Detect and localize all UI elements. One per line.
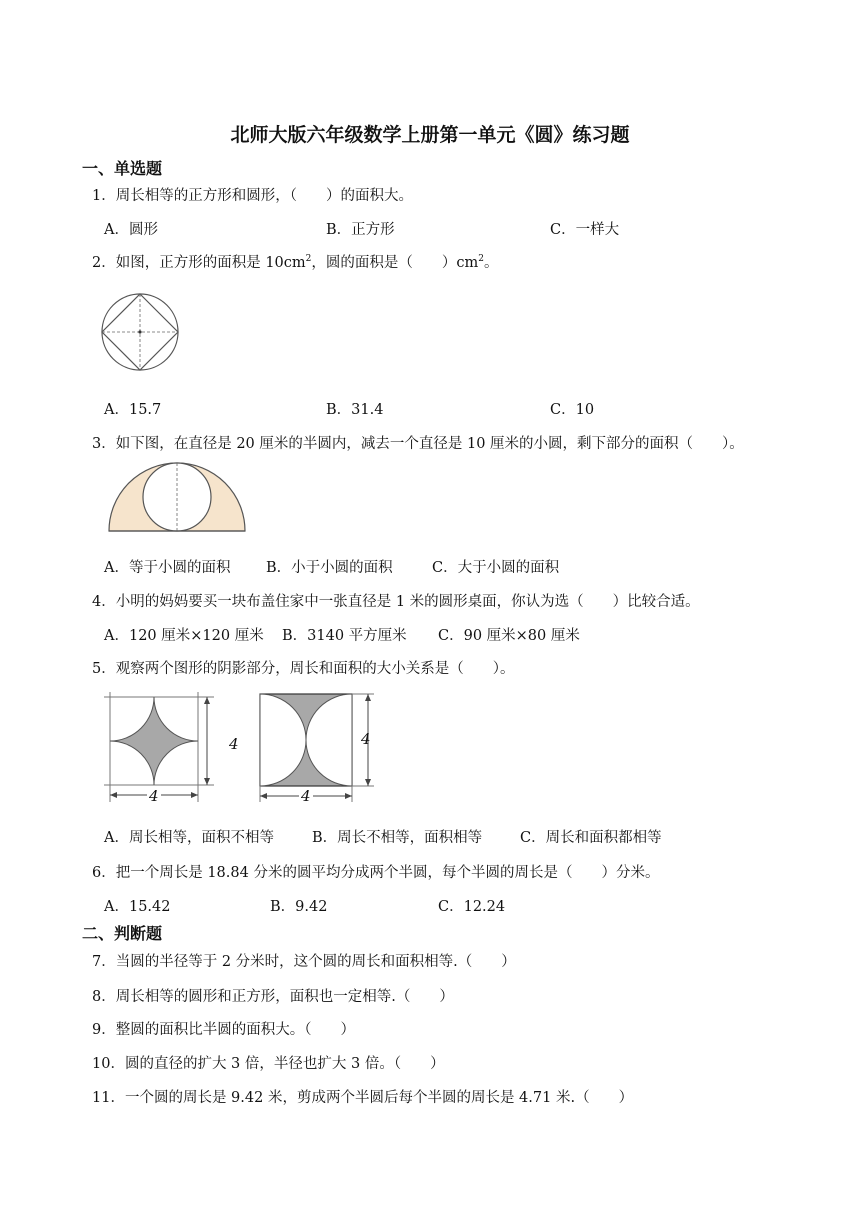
question-5-stem: 5．观察两个图形的阴影部分，周长和面积的大小关系是（ ）。 [92, 661, 515, 677]
question-7-stem: 7．当圆的半径等于 2 分米时，这个圆的周长和面积相等.（ ） [92, 954, 516, 970]
question-4-option-b: B．3140 平方厘米 [282, 628, 407, 644]
question-11-stem: 11．一个圆的周长是 9.42 米，剪成两个半圆后每个半圆的周长是 4.71 米.（ ） [92, 1090, 634, 1106]
question-6-option-c: C．12.24 [438, 899, 506, 915]
figure-right-side-label: 4 [361, 730, 371, 748]
question-6-stem: 6．把一个周长是 18.84 分米的圆平均分成两个半圆，每个半圆的周长是（ ）分米。 [92, 865, 660, 881]
question-2-stem: 2．如图，正方形的面积是 $10cm^2$，圆的面积是（ ）$cm^2$。 [92, 254, 499, 271]
figure-left-side-label: 4 [229, 735, 239, 753]
question-6-option-b: B．9.42 [270, 899, 328, 915]
question-4-option-c: C．90 厘米×80 厘米 [438, 628, 580, 644]
question-1-stem: 1．周长相等的正方形和圆形，（ ）的面积大。 [92, 188, 413, 204]
question-5-option-a: A．周长相等，面积不相等 [104, 830, 274, 846]
circle-square-figure [100, 292, 180, 372]
question-3-option-c: C．大于小圆的面积 [432, 560, 560, 576]
question-2-option-c: C．10 [550, 402, 595, 418]
question-5-option-b: B．周长不相等，面积相等 [312, 830, 483, 846]
page-title: 北师大版六年级数学上册第一单元《圆》练习题 [230, 124, 630, 146]
question-9-stem: 9．整圆的面积比半圆的面积大。（ ） [92, 1022, 355, 1038]
semicircle-figure [108, 463, 246, 533]
question-1-option-c: C．一样大 [550, 222, 620, 238]
figure-right-bottom-label: 4 [301, 787, 311, 805]
section-heading-single-choice: 一、单选题 [82, 159, 163, 178]
question-4-stem: 4．小明的妈妈要买一块布盖住家中一张直径是 1 米的圆形桌面，你认为选（ ）比较合适。 [92, 594, 700, 610]
question-2-option-b: B．31.4 [326, 402, 384, 418]
question-2-option-a: A．15.7 [104, 402, 162, 418]
question-3-option-a: A．等于小圆的面积 [104, 560, 231, 576]
hourglass-figure [258, 690, 380, 806]
section-heading-true-false: 二、判断题 [82, 924, 163, 943]
four-point-star-figure [104, 692, 222, 804]
question-6-option-a: A．15.42 [104, 899, 171, 915]
figure-left-bottom-label: 4 [149, 787, 159, 805]
question-10-stem: 10．圆的直径的扩大 3 倍，半径也扩大 3 倍。（ ） [92, 1056, 445, 1072]
question-1-option-a: A．圆形 [104, 222, 158, 238]
question-3-option-b: B．小于小圆的面积 [266, 560, 393, 576]
question-3-stem: 3．如下图，在直径是 20 厘米的半圆内，减去一个直径是 10 厘米的小圆，剩下部分的面积（ ）。 [92, 436, 744, 452]
question-8-stem: 8．周长相等的圆形和正方形，面积也一定相等.（ ） [92, 989, 454, 1005]
question-5-option-c: C．周长和面积都相等 [520, 830, 662, 846]
question-1-option-b: B．正方形 [326, 222, 395, 238]
question-4-option-a: A．120 厘米×120 厘米 [104, 628, 264, 644]
